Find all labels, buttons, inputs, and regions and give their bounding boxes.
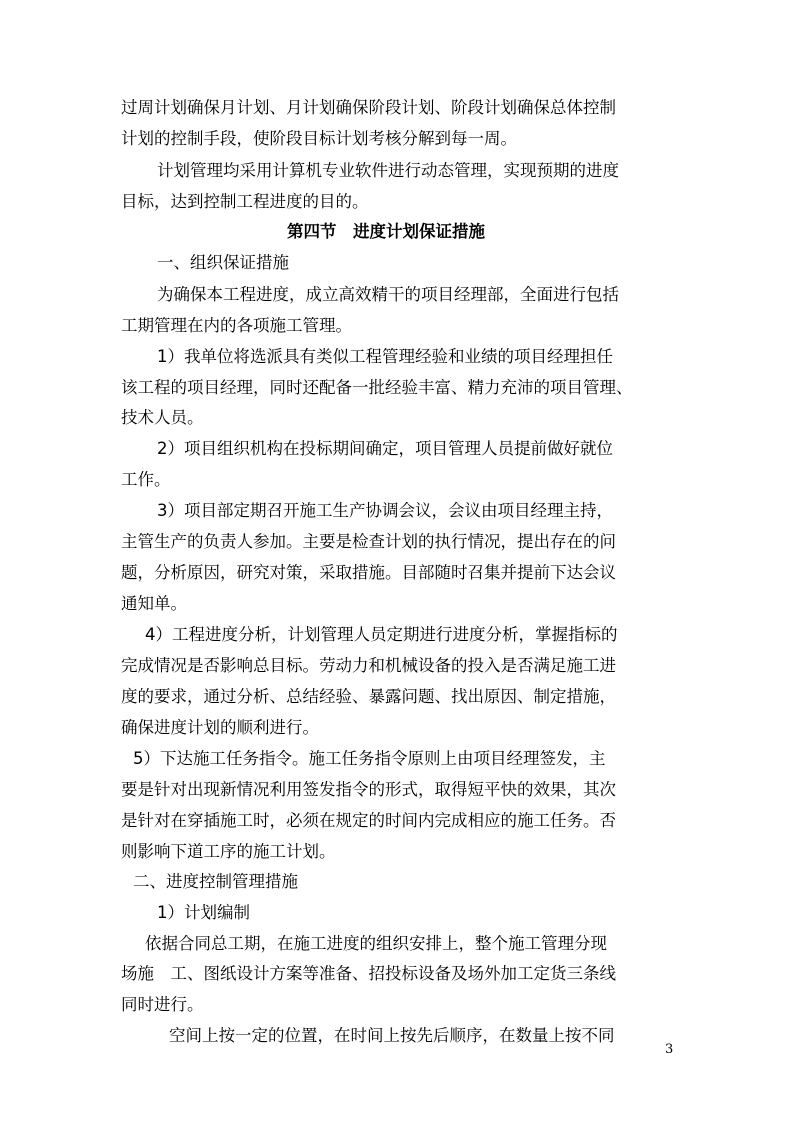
body-line: 工作。 <box>121 470 171 489</box>
body-line: 2）项目组织机构在投标期间确定，项目管理人员提前做好就位 <box>157 439 613 458</box>
body-line: 5）下达施工任务指令。施工任务指令原则上由项目经理签发，主 <box>133 749 606 768</box>
body-line: 工期管理在内的各项施工管理。 <box>121 316 352 335</box>
body-line: 空间上按一定的位置，在时间上按先后顺序，在数量上按不同 <box>169 1026 615 1045</box>
body-line: 通知单。 <box>121 594 187 613</box>
subsection-heading: 一、组织保证措施 <box>157 253 289 272</box>
section-heading: 第四节 进度计划保证措施 <box>287 222 485 241</box>
body-line: 1）我单位将选派具有类似工程管理经验和业绩的项目经理担任 <box>157 347 613 366</box>
body-line: 技术人员。 <box>121 408 204 427</box>
body-line: 该工程的项目经理，同时还配备一批经验丰富、精力充沛的项目管理、 <box>121 378 633 397</box>
body-line: 确保进度计划的顺利进行。 <box>121 718 319 737</box>
body-line: 4）工程进度分析，计划管理人员定期进行进度分析，掌握指标的 <box>145 625 618 644</box>
body-line: 同时进行。 <box>121 995 204 1014</box>
body-line: 计划管理均采用计算机专业软件进行动态管理，实现预期的进度 <box>157 161 619 180</box>
body-line: 1）计划编制 <box>157 903 250 922</box>
body-line: 为确保本工程进度，成立高效精干的项目经理部，全面进行包括 <box>157 285 619 304</box>
body-line: 3）项目部定期召开施工生产协调会议，会议由项目经理主持， <box>157 501 613 520</box>
body-line: 完成情况是否影响总目标。劳动力和机械设备的投入是否满足施工进 <box>121 656 616 675</box>
body-line: 则影响下道工序的施工计划。 <box>121 842 336 861</box>
body-line: 题，分析原因，研究对策，采取措施。目部随时召集并提前下达会议 <box>121 563 616 582</box>
body-line: 场施 工、图纸设计方案等准备、招投标设备及场外加工定货三条线 <box>121 964 616 983</box>
body-line: 要是针对出现新情况利用签发指令的形式，取得短平快的效果，其次 <box>121 780 616 799</box>
subsection-heading: 二、进度控制管理措施 <box>133 872 298 891</box>
body-line: 依据合同总工期，在施工进度的组织安排上，整个施工管理分现 <box>145 934 607 953</box>
page-number: 3 <box>665 1042 674 1057</box>
body-line: 目标，达到控制工程进度的目的。 <box>121 192 369 211</box>
body-line: 过周计划确保月计划、月计划确保阶段计划、阶段计划确保总体控制 <box>121 98 616 117</box>
body-line: 度的要求，通过分析、总结经验、暴露问题、找出原因、制定措施， <box>121 687 616 706</box>
body-line: 是针对在穿插施工时，必须在规定的时间内完成相应的施工任务。否 <box>121 811 616 830</box>
body-line: 主管生产的负责人参加。主要是检查计划的执行情况，提出存在的问 <box>121 532 616 551</box>
body-line: 计划的控制手段，使阶段目标计划考核分解到每一周。 <box>121 129 517 148</box>
